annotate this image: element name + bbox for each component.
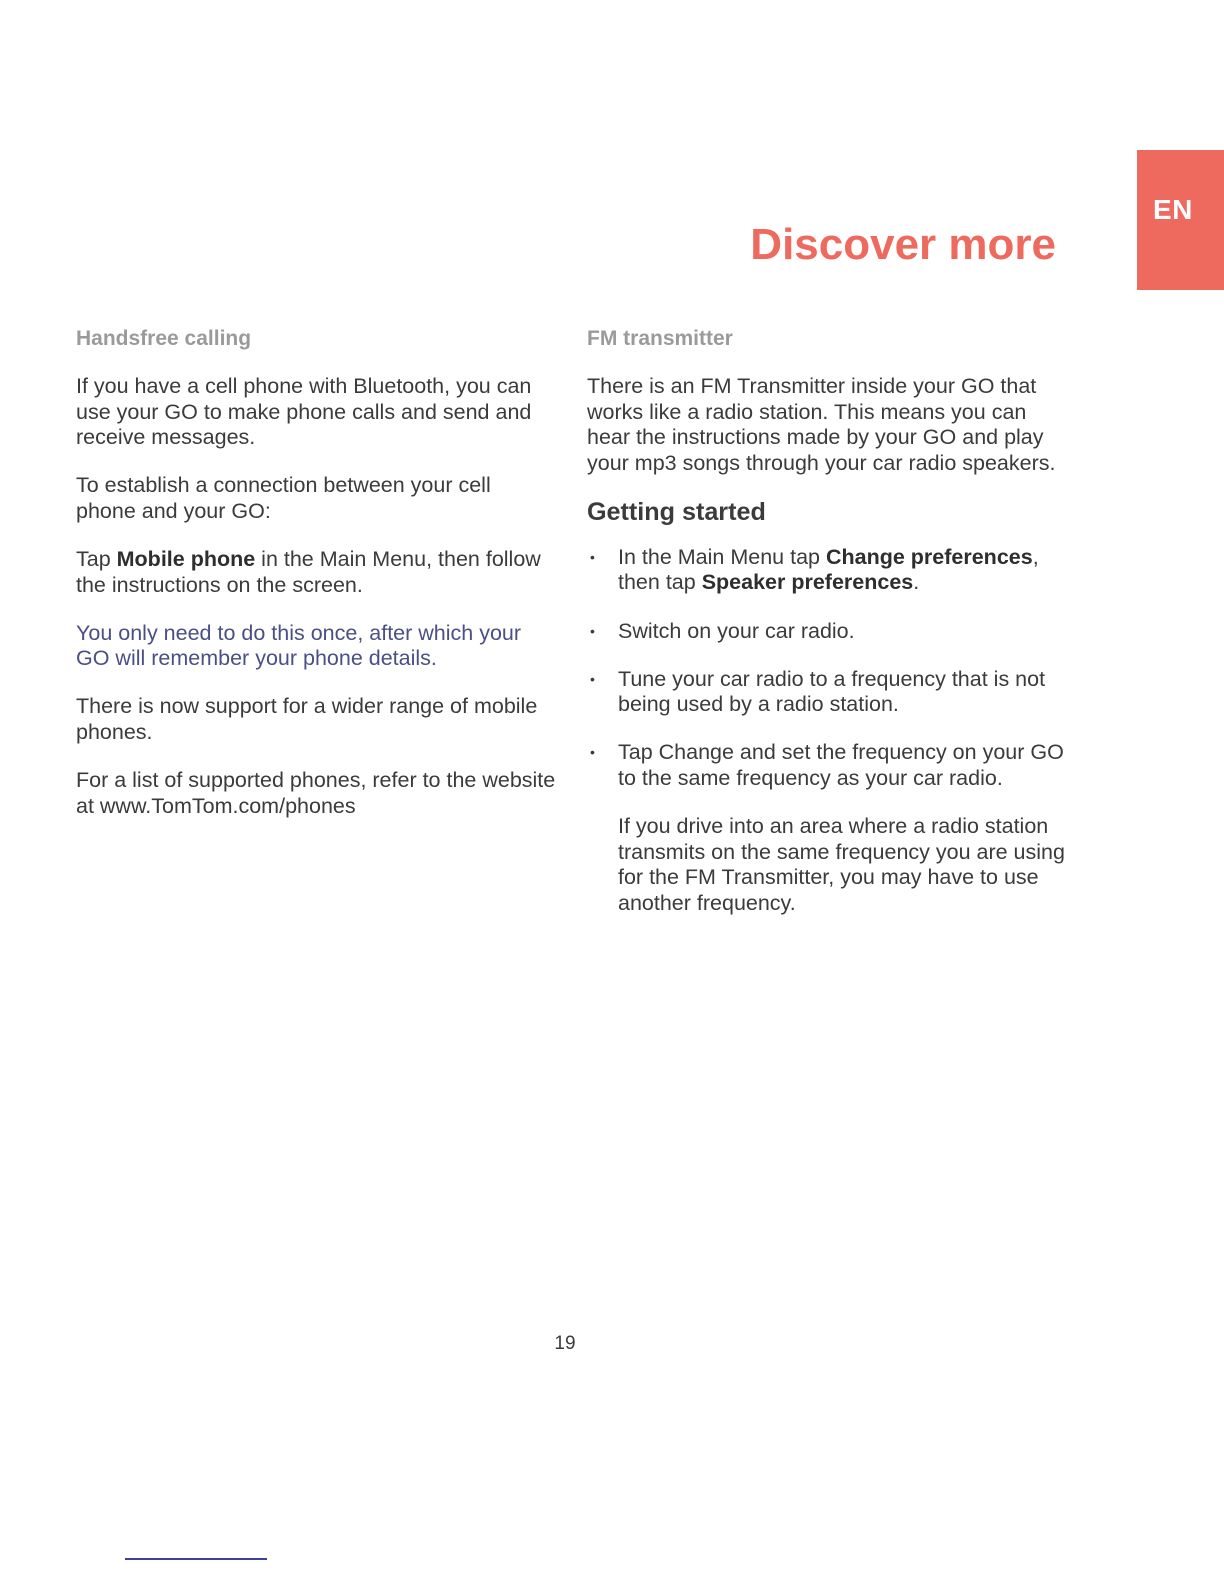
frequency-note-paragraph: If you drive into an area where a radio station transmits on the same frequency you are using for the FM Transmitter, you may have to use another frequency. [618, 814, 1065, 915]
bullet-text: . [913, 570, 920, 595]
supported-phones-paragraph: For a list of supported phones, refer to the website at www.TomTom.com/phones [76, 768, 556, 818]
once-only-paragraph: You only need to do this once, after which your GO will remember your phone details. [76, 620, 522, 671]
getting-started-list [587, 545, 1065, 792]
connection-paragraph: To establish a connection between your cell phone and your GO: [76, 473, 491, 523]
bullet-text: Tune your car radio to a frequency that is not being used by a radio station. [618, 666, 1046, 717]
list-item [587, 740, 1065, 791]
tap-text-rest: in the Main Menu, then follow the instructions on the screen. [76, 546, 541, 597]
page-title: Discover more [750, 220, 1056, 269]
fm-intro-paragraph: There is an FM Transmitter inside your GO that works like a radio station. This means you can hear the instructions made by your GO and play your mp3 songs through your car radio speakers. [587, 374, 1056, 475]
bullet-text: In the Main Menu tap [618, 544, 826, 569]
getting-started-heading: Getting started [587, 497, 766, 526]
page-number: 19 [554, 1333, 576, 1354]
bullet-icon: • [590, 548, 595, 565]
right-column [587, 326, 1065, 916]
bullet-text: , then tap [618, 544, 1039, 595]
language-tab-label: EN [1153, 194, 1193, 225]
bullet-icon: • [590, 670, 595, 687]
bullet-text: Switch on your car radio. [618, 618, 855, 643]
list-item [587, 545, 1065, 596]
wider-support-paragraph: There is now support for a wider range of mobile phones. [76, 694, 538, 744]
list-item [587, 667, 1065, 718]
bullet-text: Tap Change and set the frequency on your GO to the same frequency as your car radio. [618, 740, 1064, 790]
language-tab[interactable] [1137, 150, 1224, 290]
left-column [76, 326, 556, 842]
list-item [587, 619, 1065, 645]
handsfree-intro-paragraph: If you have a cell phone with Bluetooth, you can use your GO to make phone calls and send and receive messages. [76, 374, 532, 450]
tap-mobile-phone-paragraph [76, 547, 556, 598]
bullet-icon: • [590, 744, 595, 761]
bullet-icon: • [590, 622, 595, 639]
footer-rule [125, 1558, 267, 1560]
speaker-preferences-term: Speaker preferences [701, 570, 914, 595]
section-heading-handsfree-calling: Handsfree calling [76, 327, 252, 350]
section-heading-fm-transmitter: FM transmitter [587, 327, 733, 350]
tap-text: Tap [76, 546, 117, 571]
mobile-phone-term: Mobile phone [116, 546, 256, 571]
change-preferences-term: Change preferences [825, 544, 1033, 569]
